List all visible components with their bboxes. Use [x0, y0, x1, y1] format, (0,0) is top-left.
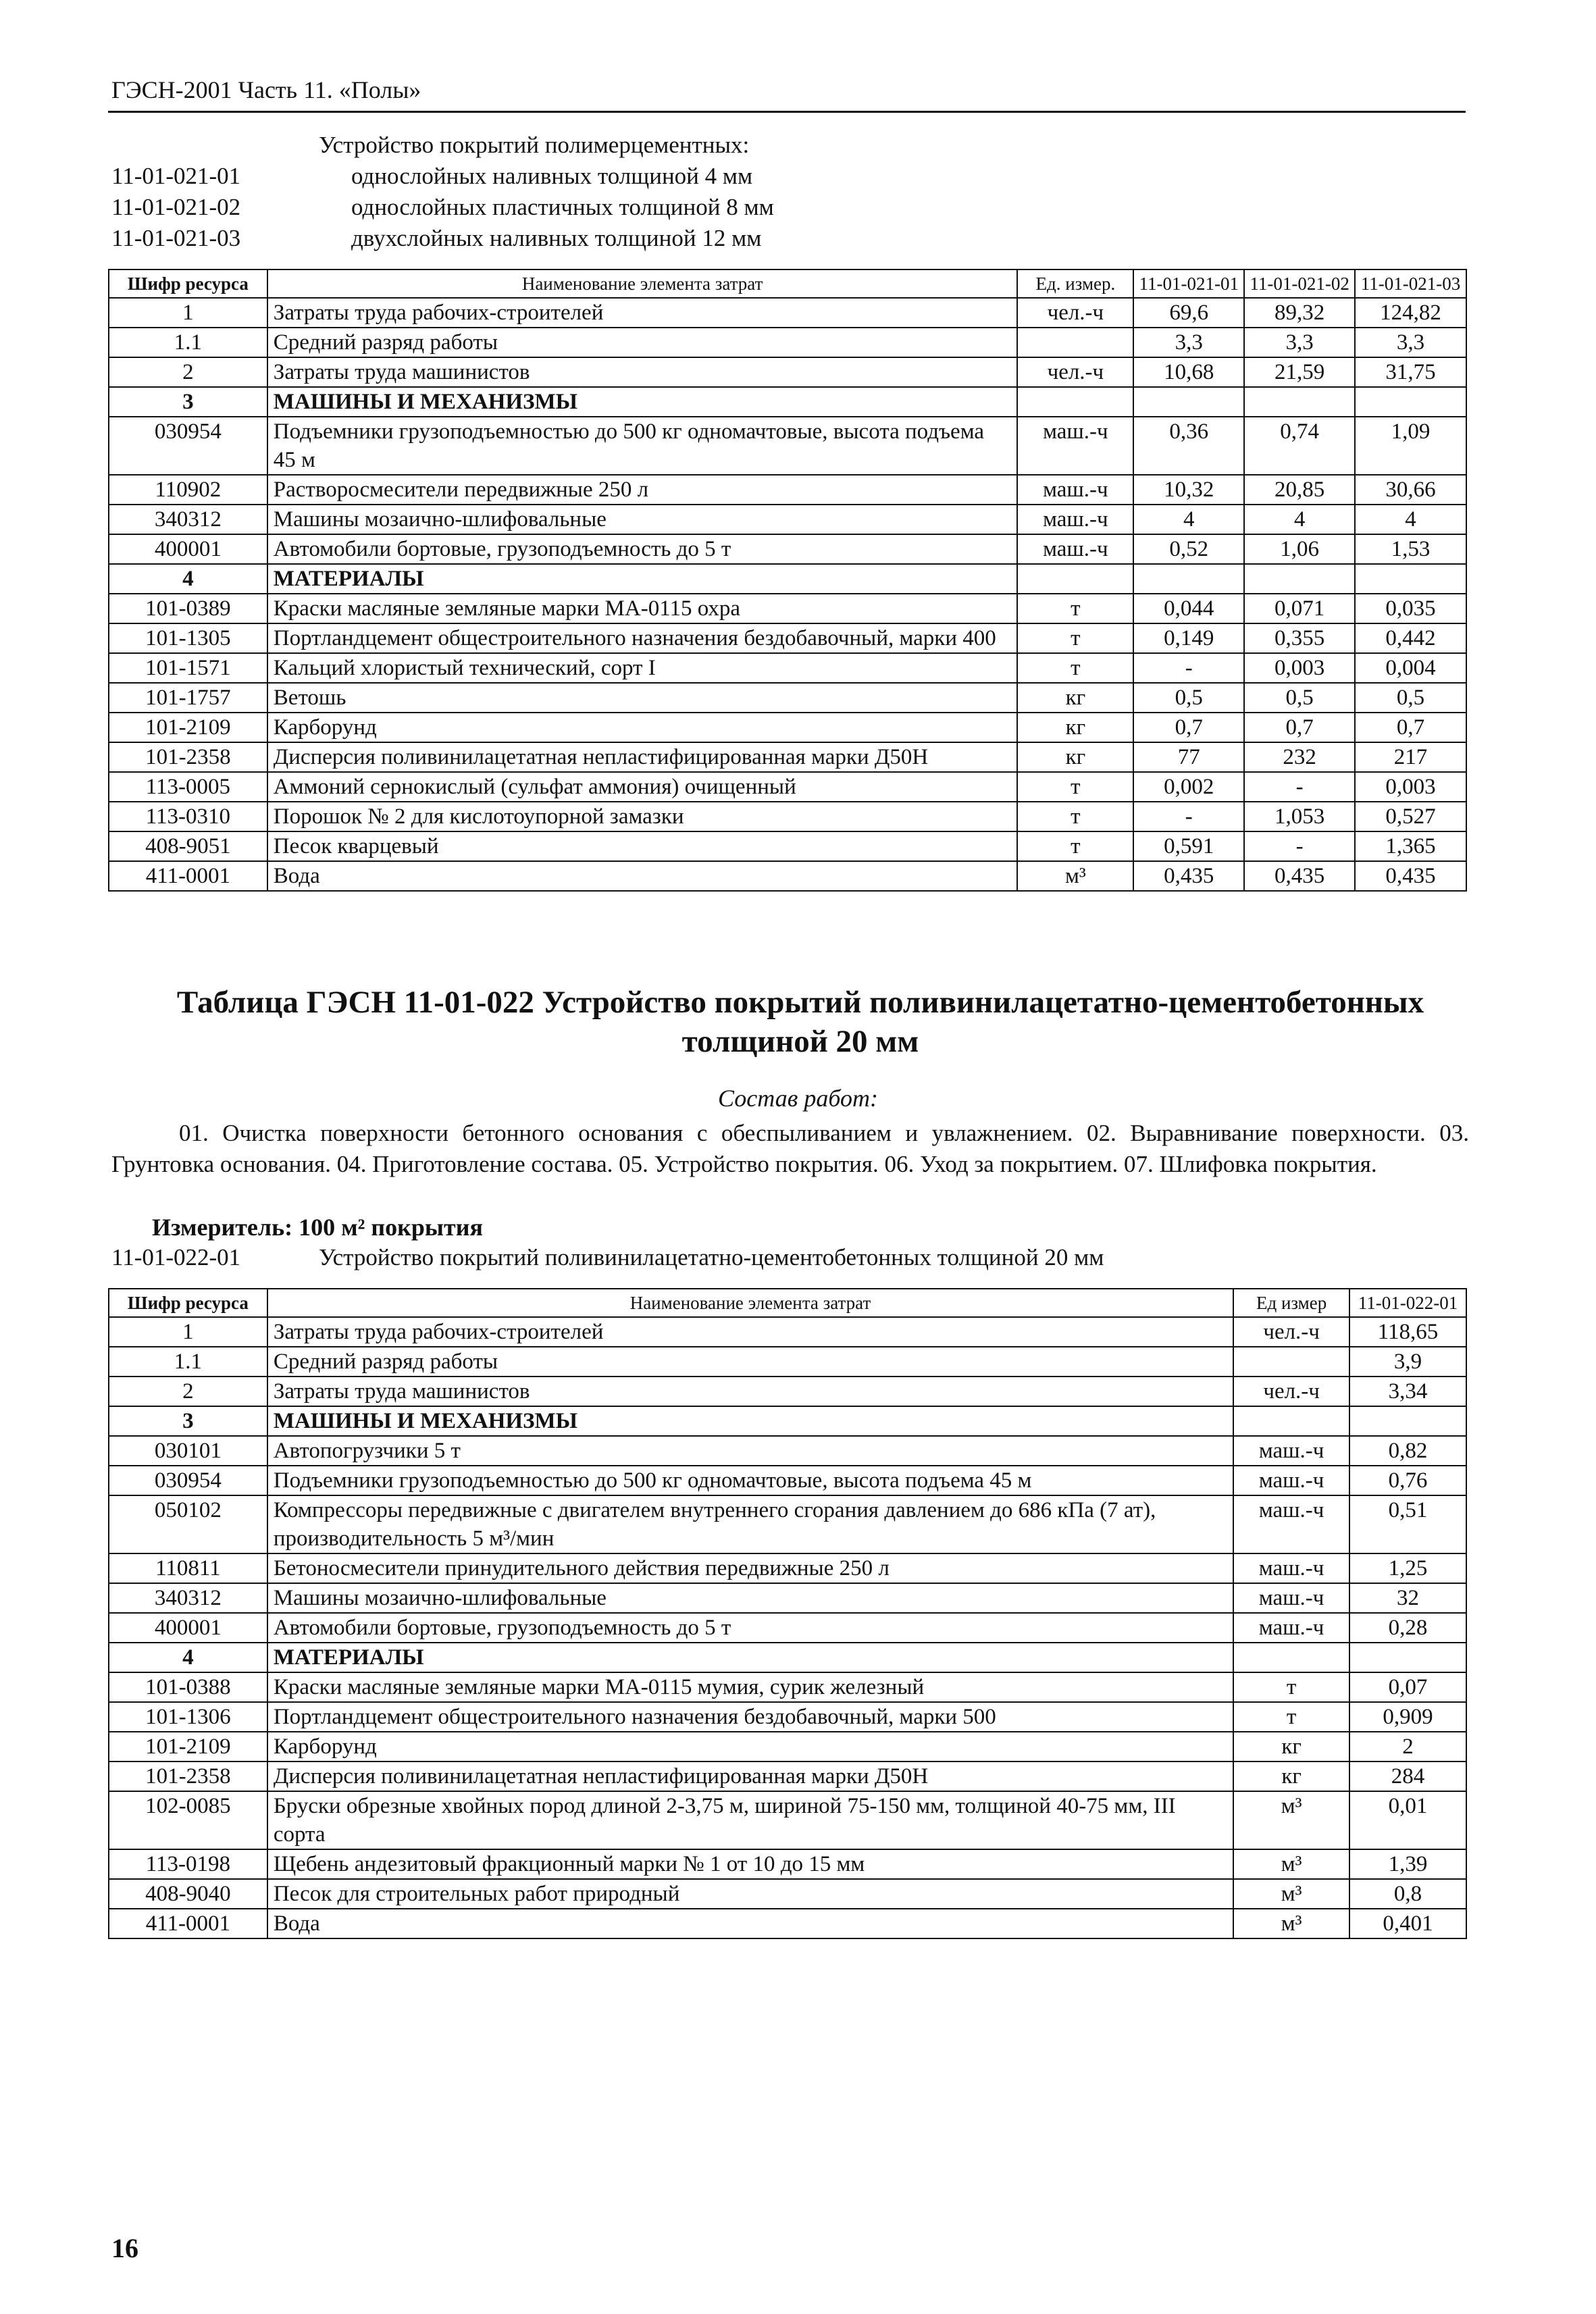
table-row — [109, 475, 1466, 505]
cell-name: Карборунд — [267, 1732, 1233, 1762]
cell-value: 118,65 — [1349, 1317, 1466, 1347]
cell-code: 101-2358 — [109, 1762, 267, 1791]
table-row — [109, 1406, 1466, 1436]
cell-value: 1,365 — [1355, 831, 1466, 861]
table-row — [109, 387, 1466, 417]
intro-title: Устройство покрытий полимерцементных: — [319, 132, 750, 158]
cell-value: 4 — [1355, 505, 1466, 534]
cell-value: 284 — [1349, 1762, 1466, 1791]
table-row — [109, 802, 1466, 831]
cell-unit — [1017, 564, 1133, 594]
table-row — [109, 1495, 1466, 1553]
intro-text: однослойных пластичных толщиной 8 мм — [351, 194, 774, 220]
table-row — [109, 328, 1466, 357]
table-row — [109, 1849, 1466, 1879]
cell-value: - — [1133, 802, 1244, 831]
cell-name: Песок для строительных работ природный — [267, 1879, 1233, 1909]
cell-unit: м³ — [1017, 861, 1133, 891]
cell-value: - — [1133, 653, 1244, 683]
cell-code: 2 — [109, 357, 267, 387]
work-composition-text: 01. Очистка поверхности бетонного основания с обеспыливанием и увлажнением. 02. Выравнивание поверхности. 03. Грунтовка основания. 04. Приготовление состава. 05. Устройство покрытия. 06. Уход за покрытием. 07. Шлифовка покрытия. — [111, 1120, 1469, 1177]
header-rule — [108, 111, 1466, 113]
cell-code: 4 — [109, 564, 267, 594]
cell-value: 0,442 — [1355, 623, 1466, 653]
cell-value: 10,32 — [1133, 475, 1244, 505]
cell-code: 101-1571 — [109, 653, 267, 683]
table-row — [109, 298, 1466, 328]
measure-label: Измеритель: 100 м² покрытия — [152, 1214, 483, 1241]
cell-value: 0,7 — [1244, 713, 1355, 742]
col-header: 11-01-021-03 — [1355, 269, 1466, 298]
cell-value: 0,149 — [1133, 623, 1244, 653]
cell-unit: м³ — [1233, 1791, 1349, 1849]
col-header: Ед измер — [1233, 1289, 1349, 1317]
col-header: Шифр ресурса — [109, 269, 267, 298]
cell-value: 0,435 — [1133, 861, 1244, 891]
cell-value: 0,76 — [1349, 1466, 1466, 1495]
cell-unit: маш.-ч — [1233, 1436, 1349, 1466]
table-row — [109, 1347, 1466, 1377]
cell-name: Порошок № 2 для кислотоупорной замазки — [267, 802, 1018, 831]
cell-code: 408-9040 — [109, 1879, 267, 1909]
cell-name: Бруски обрезные хвойных пород длиной 2-3,75 м, шириной 75-150 мм, толщиной 40-75 мм, III сорта — [267, 1791, 1233, 1849]
cell-code: 4 — [109, 1643, 267, 1672]
table-row — [109, 1879, 1466, 1909]
work-composition-heading: Состав работ: — [718, 1085, 878, 1112]
cell-value: 69,6 — [1133, 298, 1244, 328]
cell-value: - — [1244, 772, 1355, 802]
table-row — [109, 1436, 1466, 1466]
cell-value: 3,9 — [1349, 1347, 1466, 1377]
cell-unit — [1017, 387, 1133, 417]
cell-value: 0,435 — [1355, 861, 1466, 891]
table-row — [109, 564, 1466, 594]
cell-value: 0,044 — [1133, 594, 1244, 623]
table-row — [109, 534, 1466, 564]
cell-unit: маш.-ч — [1233, 1613, 1349, 1643]
cell-code: 400001 — [109, 1613, 267, 1643]
cell-value: 0,28 — [1349, 1613, 1466, 1643]
cell-value: 20,85 — [1244, 475, 1355, 505]
resource-table-1 — [108, 269, 1467, 892]
cell-code: 101-2109 — [109, 713, 267, 742]
cell-code: 411-0001 — [109, 1909, 267, 1938]
cell-value: 89,32 — [1244, 298, 1355, 328]
cell-name: Подъемники грузоподъемностью до 500 кг одномачтовые, высота подъема 45 м — [267, 417, 1018, 475]
cell-value: 1,09 — [1355, 417, 1466, 475]
table-row — [109, 1732, 1466, 1762]
cell-value: 30,66 — [1355, 475, 1466, 505]
cell-name: Кальций хлористый технический, сорт I — [267, 653, 1018, 683]
cell-name: Компрессоры передвижные с двигателем внутреннего сгорания давлением до 686 кПа (7 ат), производительность 5 м³/мин — [267, 1495, 1233, 1553]
cell-name: Затраты труда машинистов — [267, 357, 1018, 387]
cell-value: 1,53 — [1355, 534, 1466, 564]
cell-unit: кг — [1233, 1762, 1349, 1791]
cell-unit — [1233, 1643, 1349, 1672]
cell-code: 110811 — [109, 1553, 267, 1583]
cell-name: Подъемники грузоподъемностью до 500 кг одномачтовые, высота подъема 45 м — [267, 1466, 1233, 1495]
cell-value: 21,59 — [1244, 357, 1355, 387]
cell-value: 0,8 — [1349, 1879, 1466, 1909]
table-row — [109, 1762, 1466, 1791]
cell-unit: кг — [1017, 713, 1133, 742]
cell-name: Дисперсия поливинилацетатная непластифицированная марки Д50Н — [267, 1762, 1233, 1791]
cell-unit: т — [1017, 802, 1133, 831]
cell-name: Песок кварцевый — [267, 831, 1018, 861]
cell-value: 0,071 — [1244, 594, 1355, 623]
cell-code: 340312 — [109, 505, 267, 534]
cell-code: 050102 — [109, 1495, 267, 1553]
running-header: ГЭСН-2001 Часть 11. «Полы» — [111, 76, 421, 103]
intro-code: 11-01-021-01 — [111, 163, 241, 189]
cell-value: 217 — [1355, 742, 1466, 772]
cell-value: 232 — [1244, 742, 1355, 772]
cell-value: 0,355 — [1244, 623, 1355, 653]
col-header: Ед. измер. — [1017, 269, 1133, 298]
table-row — [109, 861, 1466, 891]
cell-name: Портландцемент общестроительного назначения бездобавочный, марки 400 — [267, 623, 1018, 653]
cell-value: 0,07 — [1349, 1672, 1466, 1702]
cell-name: Автомобили бортовые, грузоподъемность до 5 т — [267, 1613, 1233, 1643]
page-number: 16 — [111, 2233, 138, 2263]
cell-name: Краски масляные земляные марки МА-0115 мумия, сурик железный — [267, 1672, 1233, 1702]
table-row — [109, 653, 1466, 683]
col-header: Наименование элемента затрат — [267, 1289, 1233, 1317]
cell-unit: м³ — [1233, 1909, 1349, 1938]
intro-text: двухслойных наливных толщиной 12 мм — [351, 225, 762, 251]
cell-value: 1,06 — [1244, 534, 1355, 564]
intro-text: однослойных наливных толщиной 4 мм — [351, 163, 753, 189]
cell-value: 2 — [1349, 1732, 1466, 1762]
cell-name: Затраты труда рабочих-строителей — [267, 1317, 1233, 1347]
cell-unit: чел.-ч — [1017, 298, 1133, 328]
cell-code: 113-0310 — [109, 802, 267, 831]
cell-code: 1.1 — [109, 1347, 267, 1377]
table-row — [109, 1553, 1466, 1583]
cell-name: МАШИНЫ И МЕХАНИЗМЫ — [267, 387, 1018, 417]
cell-code: 110902 — [109, 475, 267, 505]
cell-unit: т — [1017, 831, 1133, 861]
intro-code: 11-01-021-02 — [111, 194, 241, 220]
table-title: Таблица ГЭСН 11-01-022 Устройство покрытий поливинилацетатно-цементобетонных толщиной 20 мм — [176, 985, 1424, 1059]
cell-unit: м³ — [1233, 1849, 1349, 1879]
cell-name: МАШИНЫ И МЕХАНИЗМЫ — [267, 1406, 1233, 1436]
cell-value: 124,82 — [1355, 298, 1466, 328]
table-row — [109, 713, 1466, 742]
col-header: 11-01-021-02 — [1244, 269, 1355, 298]
cell-name: Затраты труда машинистов — [267, 1377, 1233, 1406]
cell-unit — [1017, 328, 1133, 357]
cell-name: Машины мозаично-шлифовальные — [267, 1583, 1233, 1613]
table-row — [109, 594, 1466, 623]
col-header: Наименование элемента затрат — [267, 269, 1018, 298]
cell-unit: чел.-ч — [1233, 1377, 1349, 1406]
cell-value: 0,002 — [1133, 772, 1244, 802]
col-header: 11-01-022-01 — [1349, 1289, 1466, 1317]
cell-code: 3 — [109, 387, 267, 417]
cell-code: 102-0085 — [109, 1791, 267, 1849]
cell-value: 0,909 — [1349, 1702, 1466, 1732]
cell-value: 0,7 — [1133, 713, 1244, 742]
cell-value: 0,435 — [1244, 861, 1355, 891]
cell-value: 0,527 — [1355, 802, 1466, 831]
table-row — [109, 1613, 1466, 1643]
cell-code: 101-1306 — [109, 1702, 267, 1732]
cell-value: 0,5 — [1244, 683, 1355, 713]
table-row — [109, 1377, 1466, 1406]
table-row — [109, 831, 1466, 861]
cell-code: 1 — [109, 1317, 267, 1347]
cell-name: Карборунд — [267, 713, 1018, 742]
cell-code: 1.1 — [109, 328, 267, 357]
cell-value — [1244, 387, 1355, 417]
col-header: 11-01-021-01 — [1133, 269, 1244, 298]
cell-unit: т — [1017, 594, 1133, 623]
cell-code: 101-1305 — [109, 623, 267, 653]
cell-code: 3 — [109, 1406, 267, 1436]
cell-unit: м³ — [1233, 1879, 1349, 1909]
table-body — [109, 1317, 1466, 1938]
table-row — [109, 1791, 1466, 1849]
col-header: Шифр ресурса — [109, 1289, 267, 1317]
cell-unit: т — [1017, 653, 1133, 683]
cell-value: 1,39 — [1349, 1849, 1466, 1879]
cell-name: Вода — [267, 1909, 1233, 1938]
table-row — [109, 417, 1466, 475]
cell-value: 4 — [1244, 505, 1355, 534]
cell-value: 1,053 — [1244, 802, 1355, 831]
cell-unit: маш.-ч — [1017, 417, 1133, 475]
cell-value: 77 — [1133, 742, 1244, 772]
cell-code: 113-0198 — [109, 1849, 267, 1879]
cell-value: 0,51 — [1349, 1495, 1466, 1553]
cell-value: 0,5 — [1133, 683, 1244, 713]
cell-value — [1349, 1643, 1466, 1672]
cell-unit: кг — [1233, 1732, 1349, 1762]
cell-name: Ветошь — [267, 683, 1018, 713]
cell-value: 3,3 — [1244, 328, 1355, 357]
table-row — [109, 505, 1466, 534]
cell-value: 1,25 — [1349, 1553, 1466, 1583]
cell-value: - — [1244, 831, 1355, 861]
cell-code: 113-0005 — [109, 772, 267, 802]
cell-value: 0,74 — [1244, 417, 1355, 475]
cell-name: Портландцемент общестроительного назначения бездобавочный, марки 500 — [267, 1702, 1233, 1732]
cell-code: 400001 — [109, 534, 267, 564]
cell-value: 0,591 — [1133, 831, 1244, 861]
cell-unit: кг — [1017, 742, 1133, 772]
cell-value: 31,75 — [1355, 357, 1466, 387]
cell-name: Щебень андезитовый фракционный марки № 1 от 10 до 15 мм — [267, 1849, 1233, 1879]
cell-unit: т — [1017, 772, 1133, 802]
cell-value: 0,52 — [1133, 534, 1244, 564]
cell-unit: маш.-ч — [1233, 1495, 1349, 1553]
cell-value — [1355, 387, 1466, 417]
cell-name: Дисперсия поливинилацетатная непластифицированная марки Д50Н — [267, 742, 1018, 772]
table-row — [109, 1466, 1466, 1495]
cell-value — [1133, 564, 1244, 594]
cell-unit: маш.-ч — [1233, 1583, 1349, 1613]
cell-code: 030954 — [109, 417, 267, 475]
table-row — [109, 1672, 1466, 1702]
cell-unit: чел.-ч — [1017, 357, 1133, 387]
cell-name: Растворосмесители передвижные 250 л — [267, 475, 1018, 505]
cell-unit: чел.-ч — [1233, 1317, 1349, 1347]
cell-unit: т — [1233, 1672, 1349, 1702]
table-row — [109, 742, 1466, 772]
cell-value — [1244, 564, 1355, 594]
cell-value: 0,035 — [1355, 594, 1466, 623]
cell-name: Краски масляные земляные марки МА-0115 охра — [267, 594, 1018, 623]
cell-value: 4 — [1133, 505, 1244, 534]
cell-code: 1 — [109, 298, 267, 328]
cell-value: 0,5 — [1355, 683, 1466, 713]
cell-code: 101-2109 — [109, 1732, 267, 1762]
cell-name: Автомобили бортовые, грузоподъемность до 5 т — [267, 534, 1018, 564]
cell-code: 101-0389 — [109, 594, 267, 623]
measure-unit — [152, 1213, 483, 1241]
intro-block — [111, 130, 774, 254]
cell-value: 0,36 — [1133, 417, 1244, 475]
cell-unit: т — [1017, 623, 1133, 653]
cell-value: 0,82 — [1349, 1436, 1466, 1466]
table-row — [109, 357, 1466, 387]
norm-code-line — [111, 1244, 1104, 1271]
cell-unit: маш.-ч — [1017, 505, 1133, 534]
cell-value: 0,7 — [1355, 713, 1466, 742]
cell-value: 3,3 — [1355, 328, 1466, 357]
norm-text: Устройство покрытий поливинилацетатно-цементобетонных толщиной 20 мм — [319, 1244, 1104, 1270]
cell-code: 030954 — [109, 1466, 267, 1495]
cell-code: 408-9051 — [109, 831, 267, 861]
cell-value — [1355, 564, 1466, 594]
cell-value: 3,3 — [1133, 328, 1244, 357]
intro-code: 11-01-021-03 — [111, 225, 241, 251]
cell-name: Средний разряд работы — [267, 328, 1018, 357]
cell-value: 3,34 — [1349, 1377, 1466, 1406]
cell-name: Автопогрузчики 5 т — [267, 1436, 1233, 1466]
table-row — [109, 623, 1466, 653]
cell-unit: маш.-ч — [1233, 1466, 1349, 1495]
cell-code: 030101 — [109, 1436, 267, 1466]
cell-value: 0,003 — [1355, 772, 1466, 802]
cell-unit: т — [1233, 1702, 1349, 1732]
resource-table-2 — [108, 1288, 1467, 1939]
cell-value: 32 — [1349, 1583, 1466, 1613]
cell-value: 10,68 — [1133, 357, 1244, 387]
cell-code: 101-2358 — [109, 742, 267, 772]
cell-value: 0,401 — [1349, 1909, 1466, 1938]
cell-value — [1349, 1406, 1466, 1436]
cell-name: Затраты труда рабочих-строителей — [267, 298, 1018, 328]
cell-unit: маш.-ч — [1233, 1553, 1349, 1583]
cell-name: Машины мозаично-шлифовальные — [267, 505, 1018, 534]
cell-name: Аммоний сернокислый (сульфат аммония) очищенный — [267, 772, 1018, 802]
cell-value — [1133, 387, 1244, 417]
table-row — [109, 1643, 1466, 1672]
table-body — [109, 298, 1466, 891]
cell-name: Средний разряд работы — [267, 1347, 1233, 1377]
cell-name: МАТЕРИАЛЫ — [267, 564, 1018, 594]
cell-code: 101-0388 — [109, 1672, 267, 1702]
table-row — [109, 1909, 1466, 1938]
cell-unit: кг — [1017, 683, 1133, 713]
table-row — [109, 772, 1466, 802]
cell-unit: маш.-ч — [1017, 534, 1133, 564]
cell-code: 340312 — [109, 1583, 267, 1613]
table-row — [109, 1317, 1466, 1347]
cell-value: 0,01 — [1349, 1791, 1466, 1849]
cell-unit: маш.-ч — [1017, 475, 1133, 505]
norm-code: 11-01-022-01 — [111, 1244, 241, 1270]
cell-name: МАТЕРИАЛЫ — [267, 1643, 1233, 1672]
cell-value: 0,004 — [1355, 653, 1466, 683]
table-row — [109, 1702, 1466, 1732]
table-row — [109, 683, 1466, 713]
cell-unit — [1233, 1347, 1349, 1377]
table-row — [109, 1583, 1466, 1613]
cell-code: 411-0001 — [109, 861, 267, 891]
cell-code: 2 — [109, 1377, 267, 1406]
cell-name: Бетоносмесители принудительного действия передвижные 250 л — [267, 1553, 1233, 1583]
cell-name: Вода — [267, 861, 1018, 891]
cell-code: 101-1757 — [109, 683, 267, 713]
cell-value: 0,003 — [1244, 653, 1355, 683]
cell-unit — [1233, 1406, 1349, 1436]
